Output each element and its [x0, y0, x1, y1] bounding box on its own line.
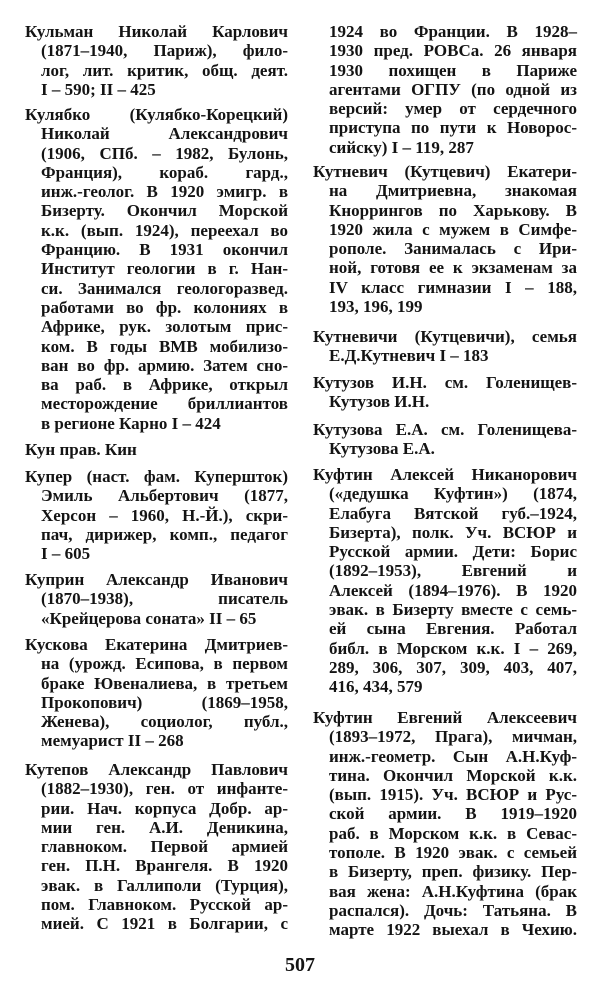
index-entry: [313, 162, 577, 316]
entry-heading-line: Кутузова Е.А. см. Голенищева-: [313, 420, 577, 439]
entry-heading-line: Куфтин Алексей Никанорович: [313, 465, 577, 484]
entry-line: главноком. Первой армией: [41, 837, 288, 857]
entry-heading-line: Кускова Екатерина Дмитриев-: [25, 635, 288, 654]
entry-line: Африке, рук. золотым прис-: [41, 317, 288, 337]
entry-line: приступа по пути к Новорос-: [329, 118, 577, 138]
entry-line: сийску) I – 119, 287: [329, 137, 474, 157]
entry-line: (1893–1972, Прага), мичман,: [329, 727, 577, 747]
entry-line: инж.-геометр. Сын А.Н.Куф-: [329, 746, 577, 766]
entry-line: работами во фр. колониях в: [41, 297, 288, 317]
entry-line: Францию. В 1931 окончил: [41, 240, 288, 260]
entry-line: месторождение бриллиантов: [41, 394, 288, 414]
entry-line: Институт геологии в г. Нан-: [41, 259, 288, 279]
entry-line: мемуарист II – 268: [41, 731, 184, 751]
index-entry: [313, 708, 577, 940]
index-entry: [25, 760, 288, 934]
entry-line: марте 1922 выехал в Чехию.: [329, 920, 577, 940]
entry-line: вая жена: А.Н.Куфтина (брак: [329, 881, 577, 901]
entry-line: 1930 пред. РОВСа. 26 января: [329, 41, 577, 61]
entry-line: рополе. Занималась с Ири-: [329, 239, 577, 259]
entry-line: тина. Окончил Морской к.к.: [329, 765, 577, 785]
entry-line: (1882–1930), ген. от инфанте-: [41, 779, 288, 799]
entry-line: Русской армии. Дети: Борис: [329, 542, 577, 562]
index-entry: [313, 465, 577, 697]
entry-line: мии ген. А.И. Деникина,: [41, 817, 288, 837]
entry-heading-line: Кульман Николай Карлович: [25, 22, 288, 41]
entry-line: в регионе Карно I – 424: [41, 413, 221, 433]
entry-line: Херсон – 1960, Н.-Й.), скри-: [41, 505, 288, 525]
entry-line: (1871–1940, Париж), фило-: [41, 41, 288, 61]
entry-line: инж.-геолог. В 1920 эмигр. в: [41, 182, 288, 202]
entry-line: на (урожд. Есипова, в первом: [41, 654, 288, 674]
entry-heading-line: Кулябко (Кулябко-Корецкий): [25, 105, 288, 124]
entry-line: си. Занимался геологоразвед.: [41, 278, 288, 298]
entry-line: Прокопович) (1869–1958,: [41, 692, 288, 712]
entry-line: (1892–1953), Евгений и: [329, 561, 577, 581]
entry-heading-line: Кутневич (Кутцевич) Екатери-: [313, 162, 577, 181]
entry-line: Бизерта), полк. Уч. ВСЮР и: [329, 522, 577, 542]
entry-line: ван во фр. армию. Затем сно-: [41, 355, 288, 375]
entry-line: (1906, СПб. – 1982, Булонь,: [41, 143, 288, 163]
index-entry: [313, 22, 577, 157]
index-entry: [313, 373, 577, 412]
index-entry: [25, 467, 288, 563]
entry-line: Елабуга Вятской губ.–1924,: [329, 503, 577, 523]
entry-line: 416, 434, 579: [329, 677, 423, 697]
entry-line: мией. С 1921 в Болгарии, с: [41, 914, 288, 934]
index-entry: [25, 105, 288, 433]
entry-line: распался). Дочь: Татьяна. В: [329, 900, 577, 920]
entry-heading-line: Кун прав. Кин: [25, 440, 137, 459]
entry-heading-line: Куприн Александр Иванович: [25, 570, 288, 589]
entry-line: I – 605: [41, 544, 91, 564]
entry-line: Женева), социолог, публ.,: [41, 712, 288, 732]
entry-heading-line: 1924 во Франции. В 1928–: [329, 22, 577, 41]
entry-line: библ. в Морском к.к. I – 269,: [329, 638, 577, 658]
entry-line: «Крейцерова соната» II – 65: [41, 608, 257, 628]
entry-heading-line: Кутепов Александр Павлович: [25, 760, 288, 779]
entry-line: на Дмитриевна, знакомая: [329, 181, 577, 201]
entry-line: Кутузов И.Н.: [329, 392, 430, 412]
entry-line: («дедушка Куфтин») (1874,: [329, 484, 577, 504]
entry-line: ва раб. в Африке, открыл: [41, 375, 288, 395]
entry-line: пач, дирижер, комп., педагог: [41, 524, 288, 544]
entry-line: Николай Александрович: [41, 124, 288, 144]
entry-line: I – 590; II – 425: [41, 79, 156, 99]
entry-heading-line: Кутневичи (Кутцевичи), семья: [313, 327, 577, 346]
entry-line: Кутузова Е.А.: [329, 439, 435, 459]
index-entry: [25, 635, 288, 751]
index-entry: [313, 420, 577, 459]
entry-line: 1930 похищен в Париже: [329, 60, 577, 80]
entry-line: ной, готовя ее к экзаменам за: [329, 258, 577, 278]
entry-line: ей сына Евгения. Работал: [329, 619, 577, 639]
entry-line: (вып. 1915). Уч. ВСЮР и Рус-: [329, 785, 577, 805]
entry-heading-line: Купер (наст. фам. Купершток): [25, 467, 288, 486]
entry-line: Эмиль Альбертович (1877,: [41, 486, 288, 506]
index-entry: [313, 327, 577, 366]
entry-line: лог, лит. критик, общ. деят.: [41, 60, 288, 80]
entry-line: Е.Д.Кутневич I – 183: [329, 346, 489, 366]
entry-line: эвак. в Бизерту вместе с семь-: [329, 600, 577, 620]
entry-line: 193, 196, 199: [329, 297, 423, 317]
entry-line: к.к. (вып. 1924), переехал во: [41, 220, 288, 240]
page-number: 507: [285, 954, 315, 976]
entry-line: Алексей (1894–1976). В 1920: [329, 580, 577, 600]
entry-line: раб. в Морском к.к. в Севас-: [329, 823, 577, 843]
entry-line: ген. П.Н. Врангеля. В 1920: [41, 856, 288, 876]
entry-line: Кноррингов по Харькову. В: [329, 200, 577, 220]
entry-line: 1920 жила с мужем в Симфе-: [329, 219, 577, 239]
entry-line: эвак. в Галлиполи (Турция),: [41, 875, 288, 895]
index-entry: [25, 22, 288, 99]
entry-line: рии. Нач. корпуса Добр. ар-: [41, 798, 288, 818]
entry-line: IV класс гимназии I – 188,: [329, 277, 577, 297]
entry-line: тополе. В 1920 эвак. с семьей: [329, 843, 577, 863]
entry-line: версий: умер от сердечного: [329, 99, 577, 119]
entry-line: 289, 306, 307, 309, 403, 407,: [329, 657, 577, 677]
entry-heading-line: Куфтин Евгений Алексеевич: [313, 708, 577, 727]
entry-line: браке Ювеналиева, в третьем: [41, 673, 288, 693]
index-entry: [25, 570, 288, 628]
entry-line: пом. Главноком. Русской ар-: [41, 895, 288, 915]
entry-line: в Бизерту, преп. физику. Пер-: [329, 862, 577, 882]
entry-line: ком. В годы ВМВ мобилизо-: [41, 336, 288, 356]
index-entry: [25, 440, 288, 459]
entry-line: ской армии. В 1919–1920: [329, 804, 577, 824]
entry-line: агентами ОГПУ (по одной из: [329, 79, 577, 99]
entry-line: Франция), кораб. гард.,: [41, 162, 288, 182]
entry-line: Бизерту. Окончил Морской: [41, 201, 288, 221]
entry-heading-line: Кутузов И.Н. см. Голенищев-: [313, 373, 577, 392]
entry-line: (1870–1938), писатель: [41, 589, 288, 609]
